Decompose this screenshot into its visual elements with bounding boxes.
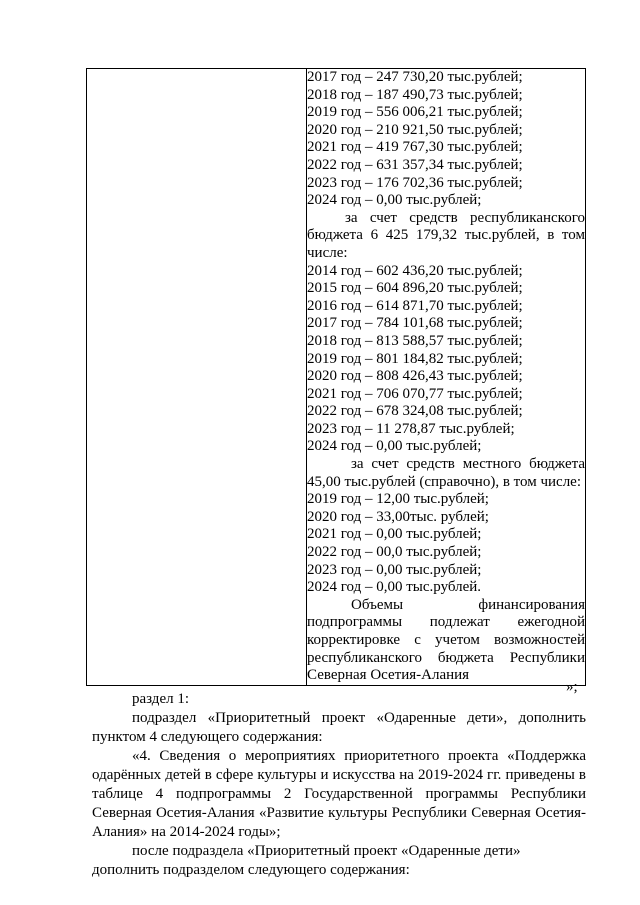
year-line: 2022 год – 631 357,34 тыс.рублей; [307, 156, 523, 173]
year-line: 2024 год – 0,00 тыс.рублей; [307, 438, 482, 455]
body-text [92, 690, 586, 880]
year-line: 2015 год – 604 896,20 тыс.рублей; [307, 280, 523, 297]
year-line: 2018 год – 187 490,73 тыс.рублей; [307, 86, 523, 103]
paragraph-section: раздел 1: [132, 691, 190, 707]
year-line: 2019 год – 12,00 тыс.рублей; [307, 491, 489, 508]
year-line: 2021 год – 0,00 тыс.рублей; [307, 526, 482, 543]
closing-quote: »; [566, 679, 578, 695]
table-row [87, 69, 586, 686]
table-left-cell [87, 69, 307, 686]
year-line: 2021 год – 706 070,77 тыс.рублей; [307, 385, 523, 402]
year-line: 2024 год – 0,00 тыс.рублей. [307, 579, 482, 596]
year-line: 2018 год – 813 588,57 тыс.рублей; [307, 332, 523, 349]
year-line: 2020 год – 33,00тыс. рублей; [307, 508, 489, 525]
republic-budget-intro: за счет средств республиканского бюджета 6 425 179,32 тыс.рублей, в том числе: [307, 209, 585, 261]
year-line: 2023 год – 0,00 тыс.рублей; [307, 561, 482, 578]
year-line: 2016 год – 614 871,70 тыс.рублей; [307, 297, 523, 314]
year-line: 2021 год – 419 767,30 тыс.рублей; [307, 139, 523, 156]
financing-table [86, 68, 586, 686]
paragraph-addition: после подраздела «Приоритетный проект «Одаренные дети» дополнить подразделом следующего содержания: [92, 843, 521, 878]
paragraph-item-4: «4. Сведения о мероприятиях приоритетного проекта «Поддержка одарённых детей в сфере культуры и искусства на 2019-2024 гг. приведены в таблице 4 подпрограммы 2 Государственной программы Республики Северная Осетия-Алания «Развитие культуры Республики Северная Осетия-Алания» на 2014-2024 годы»; [92, 748, 586, 840]
year-line: 2023 год – 11 278,87 тыс.рублей; [307, 420, 515, 437]
year-line: 2019 год – 801 184,82 тыс.рублей; [307, 350, 523, 367]
year-line: 2019 год – 556 006,21 тыс.рублей; [307, 104, 523, 121]
year-line: 2023 год – 176 702,36 тыс.рублей; [307, 174, 523, 191]
financing-note: Объемы финансирования подпрограммы подлежат ежегодной корректировке с учетом возможностей республиканского бюджета Республики Северная Осетия-Алания [307, 596, 585, 684]
year-line: 2014 год – 602 436,20 тыс.рублей; [307, 262, 523, 279]
year-line: 2022 год – 678 324,08 тыс.рублей; [307, 403, 523, 420]
year-line: 2017 год – 247 730,20 тыс.рублей; [307, 69, 523, 85]
year-line: 2022 год – 00,0 тыс.рублей; [307, 544, 482, 561]
year-line: 2017 год – 784 101,68 тыс.рублей; [307, 315, 523, 332]
year-line: 2020 год – 210 921,50 тыс.рублей; [307, 121, 523, 138]
paragraph-subsection: подраздел «Приоритетный проект «Одаренные дети», дополнить пунктом 4 следующего содержания: [92, 710, 586, 745]
year-line: 2024 год – 0,00 тыс.рублей; [307, 192, 482, 209]
table-right-cell [307, 69, 586, 686]
year-line: 2020 год – 808 426,43 тыс.рублей; [307, 368, 523, 385]
local-budget-intro: за счет средств местного бюджета 45,00 тыс.рублей (справочно), в том числе: [307, 456, 585, 490]
